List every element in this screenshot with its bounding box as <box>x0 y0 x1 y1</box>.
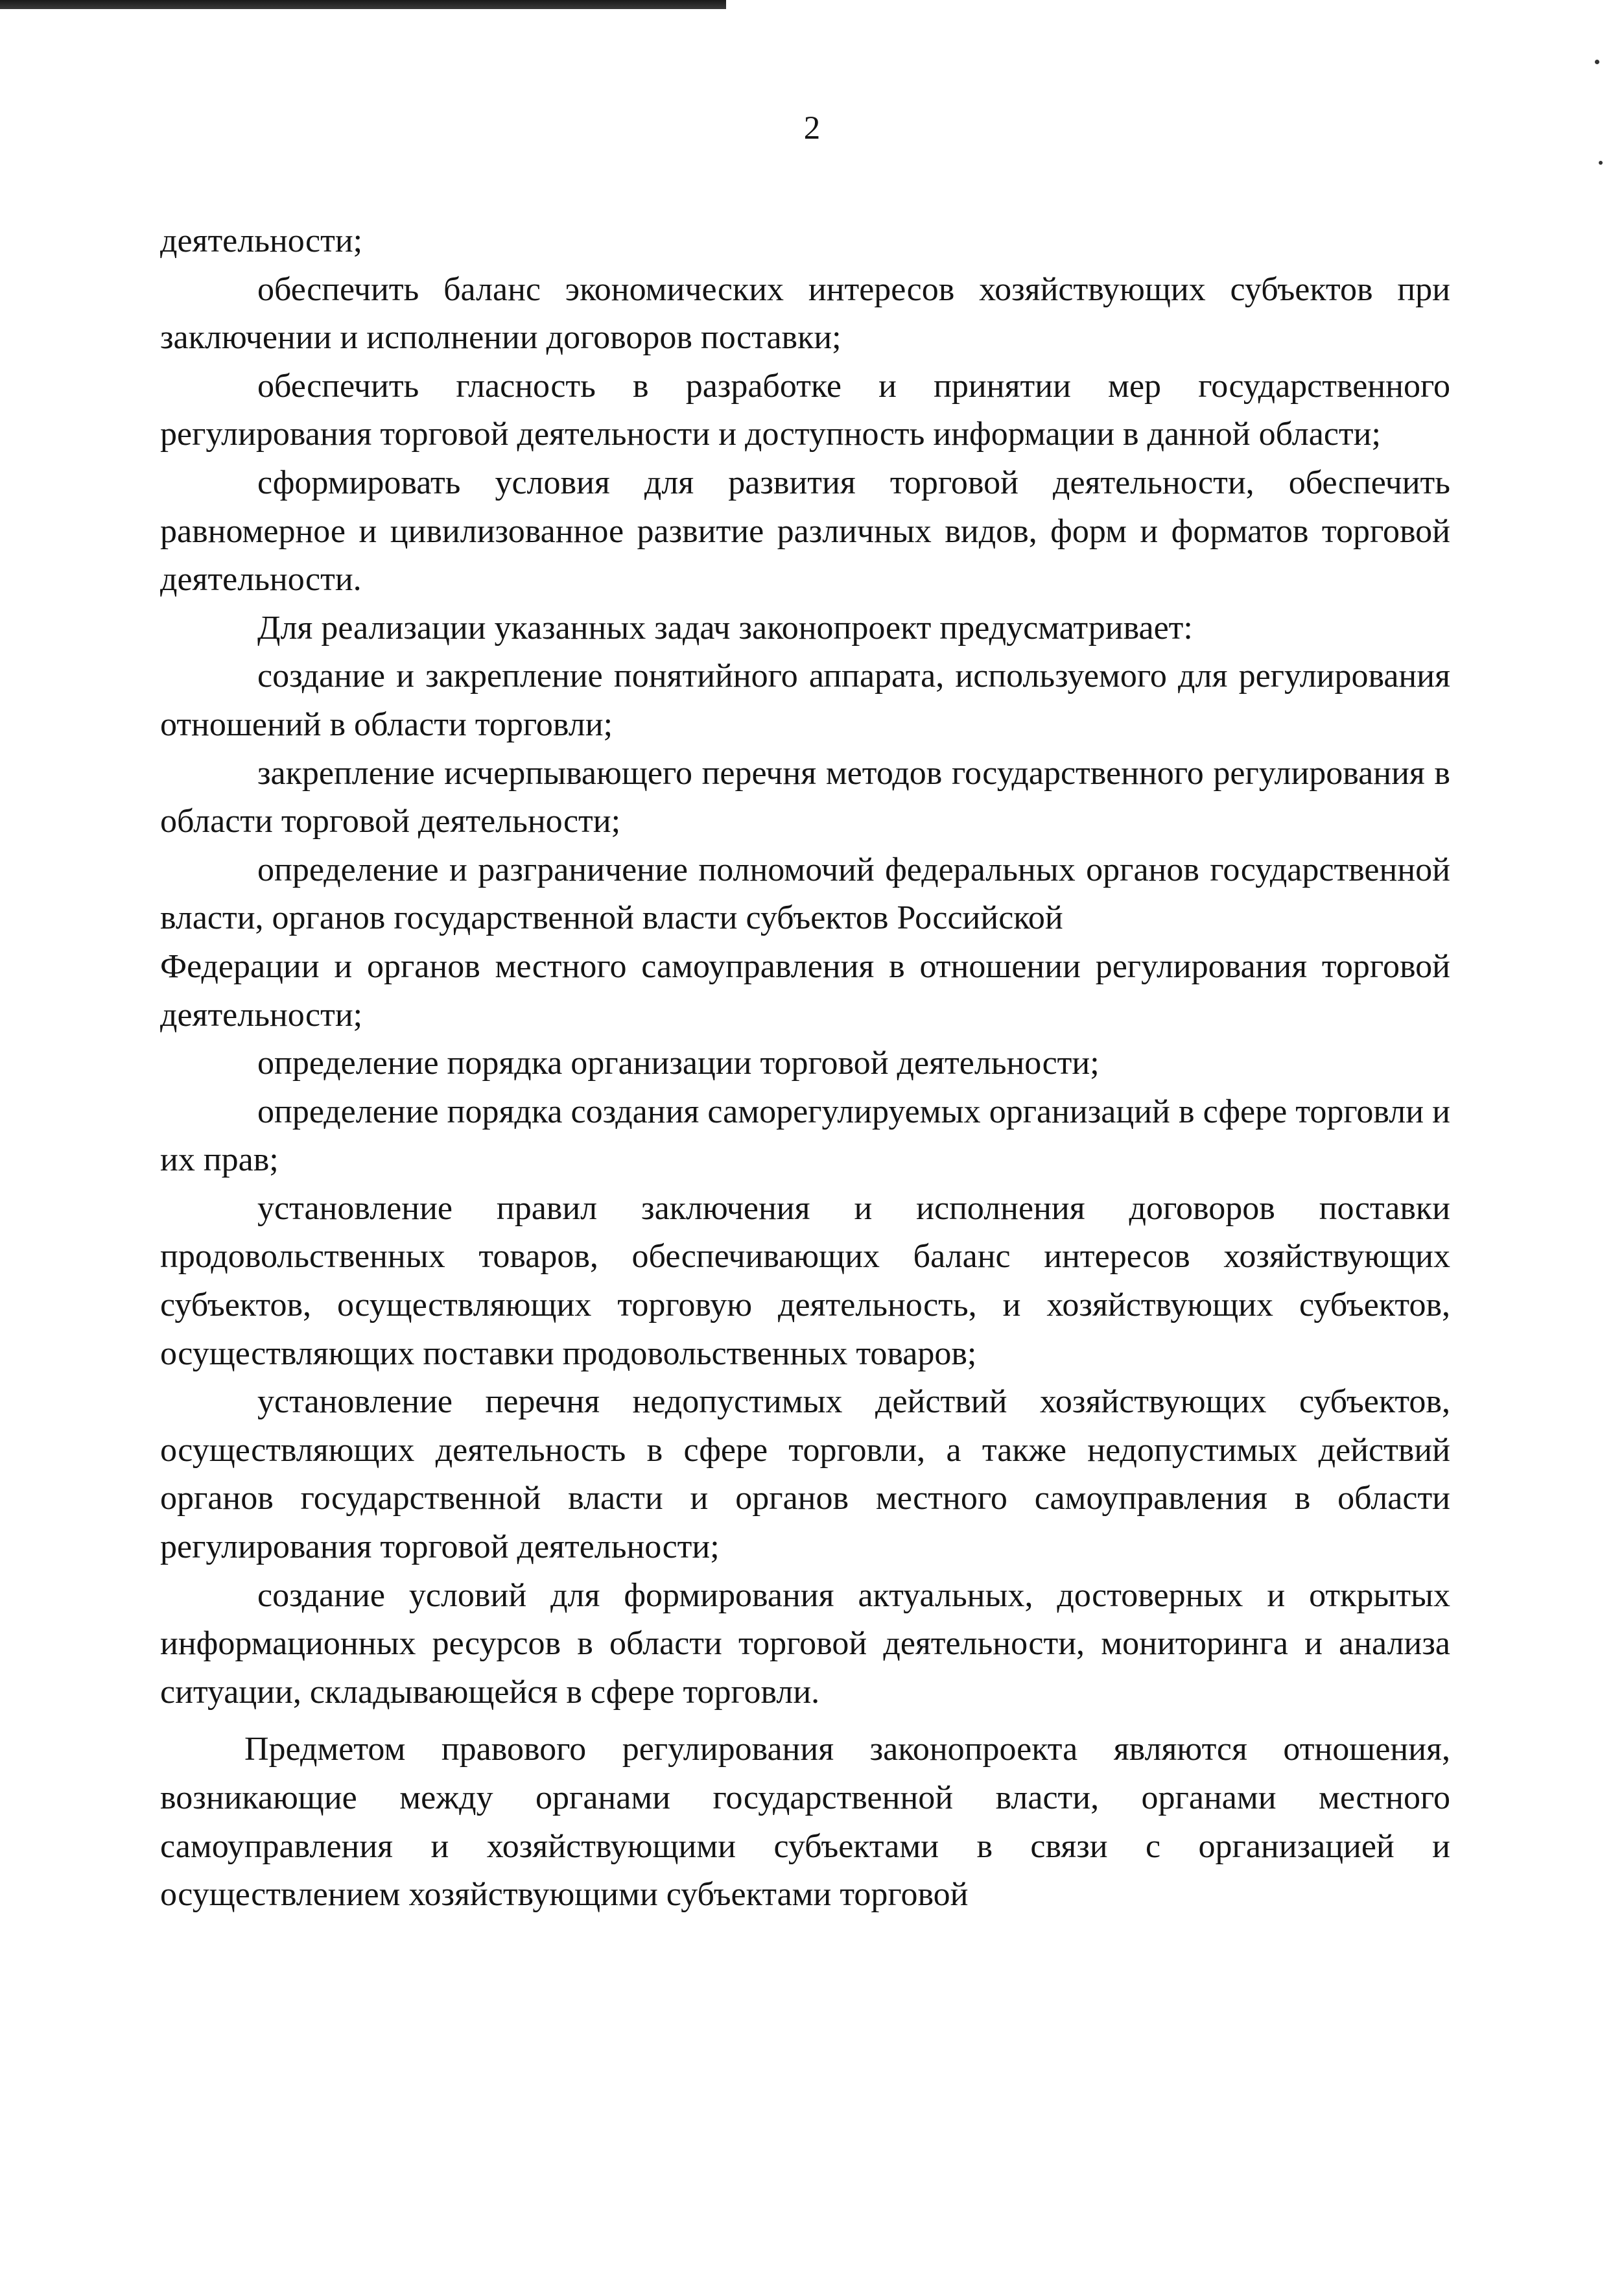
scan-edge-mark <box>0 0 726 9</box>
document-body <box>160 217 1450 1919</box>
paragraph: Для реализации указанных задач законопроект предусматривает: <box>257 609 1193 647</box>
paragraph: деятельности; <box>160 222 363 259</box>
scan-speck <box>1599 161 1603 165</box>
paragraph: закрепление исчерпывающего перечня методов государственного регулирования в области торговой деятельности; <box>160 754 1450 840</box>
scan-speck <box>1595 60 1599 64</box>
paragraph: Предметом правового регулирования законопроекта являются отношения, возникающие между органами государственной власти, органами местного самоуправления и хозяйствующими субъектами в связи с организацией и осуществлением хозяйствующими субъектами торговой <box>160 1731 1450 1914</box>
paragraph: определение порядка создания саморегулируемых организаций в сфере торговли и их прав; <box>160 1093 1450 1179</box>
paragraph: создание условий для формирования актуальных, достоверных и открытых информационных ресурсов в области торговой деятельности, мониторинга и анализа ситуации, складывающейся в сфере торговли. <box>160 1576 1450 1711</box>
paragraph: установление правил заключения и исполнения договоров поставки продовольственных товаров, обеспечивающих баланс интересов хозяйствующих субъектов, осуществляющих торговую деятельность, и хозяйствующих субъектов, осуществляющих поставки продовольственных товаров; <box>160 1189 1450 1372</box>
paragraph: Федерации и органов местного самоуправления в отношении регулирования торговой деятельности; <box>160 947 1450 1034</box>
paragraph: определение порядка организации торговой деятельности; <box>257 1045 1100 1082</box>
paragraph: определение и разграничение полномочий федеральных органов государственной власти, органов государственной власти субъектов Российской <box>160 851 1450 937</box>
paragraph: создание и закрепление понятийного аппарата, используемого для регулирования отношений в области торговли; <box>160 658 1450 743</box>
paragraph: установление перечня недопустимых действий хозяйствующих субъектов, осуществляющих деятельность в сфере торговли, а также недопустимых действий органов государственной власти и органов местного самоуправления в области регулирования торговой деятельности; <box>160 1383 1450 1566</box>
paragraph: обеспечить гласность в разработке и принятии мер государственного регулирования торговой деятельности и доступность информации в данной области; <box>160 367 1450 453</box>
paragraph: обеспечить баланс экономических интересов хозяйствующих субъектов при заключении и исполнении договоров поставки; <box>160 270 1450 357</box>
paragraph: сформировать условия для развития торговой деятельности, обеспечить равномерное и цивилизованное развитие различных видов, форм и форматов торговой деятельности. <box>160 464 1450 599</box>
page-number: 2 <box>803 110 821 147</box>
